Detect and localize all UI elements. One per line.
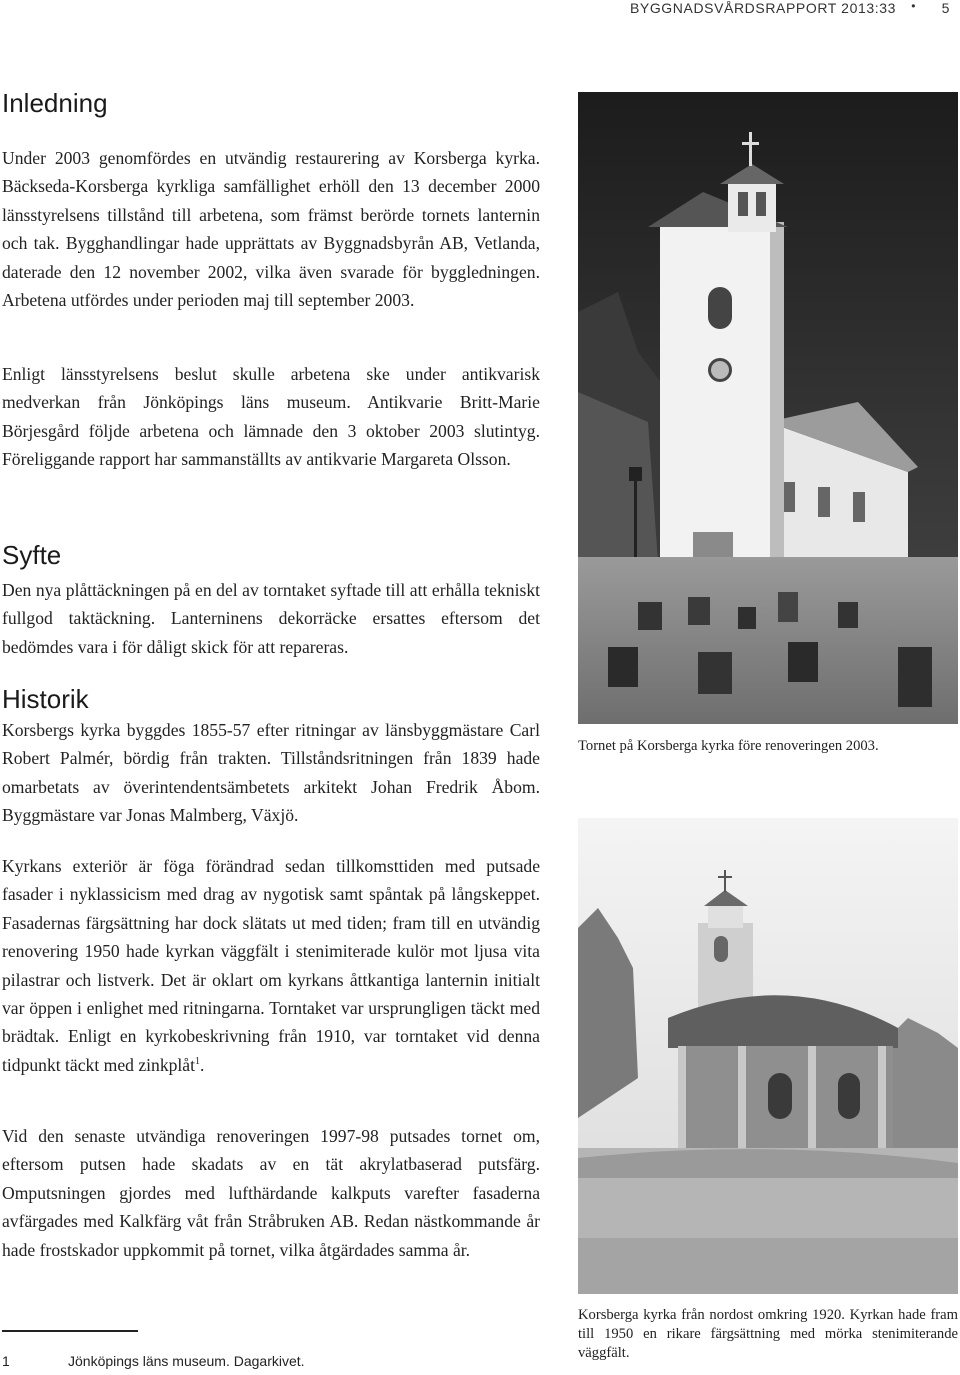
church-tower-photo <box>578 92 958 724</box>
footnote-text: Jönköpings läns museum. Dagarkivet. <box>68 1353 305 1369</box>
figure-2-caption: Korsberga kyrka från nordost omkring 1920. Kyrkan hade fram till 1950 en rikare färgsättning med mörka stenimiterande väggfält. <box>578 1307 958 1361</box>
historik-paragraph-2 <box>2 852 540 1079</box>
church-northeast-photo <box>578 818 958 1294</box>
historik-paragraph-2-end: . <box>200 1054 205 1075</box>
inledning-paragraph-2: Enligt länsstyrelsens beslut skulle arbetena ske under antikvarisk medverkan från Jönköpings läns museum. Antikvarie Britt-Marie Börjesgård följde arbetena och lämnade den 3 oktober 2003 slutintyg. Föreliggande rapport har sammanställts av antikvarie Margareta Olsson. <box>2 364 540 470</box>
syfte-paragraph-1: Den nya plåttäckningen på en del av torntaket syftade till att erhålla tekniskt fullgod taktäckning. Lanterninens dekorräcke ersattes eftersom det bedömdes vara i för dåligt skick för att repareras. <box>2 580 540 657</box>
inledning-paragraph-1: Under 2003 genomfördes en utvändig restaurering av Korsberga kyrka. Bäckseda-Korsberga kyrkliga samfällighet erhöll den 13 december 2000 länsstyrelsens tillstånd till arbetena, som främst berörde tornets lanternin och tak. Bygghandlingar hade upprättats av Byggnadsbyrån AB, Vetlanda, daterade den 12 november 2002, vilka även svarade för byggledningen. Arbetena utfördes under perioden maj till september 2003. <box>2 148 540 311</box>
page-number: 5 <box>941 0 950 16</box>
historik-paragraph-2-text: Kyrkans exteriör är föga förändrad sedan tillkomsttiden med putsade fasader i nyklassicism med drag av nygotisk samt spåntak på långskeppet. Fasadernas färgsättning har dock slätats ut med tiden; fram till en utvändig renovering 1950 hade kyrkan väggfält i stenimiterade kulör mot ljusa vita pilastrar och listverk. Det är oklart om kyrkans åttkantiga lanternin initialt var öppen i enlighet med ritningarna. Torntaket var ursprungligen täckt med brädtak. Enligt en kyrkobeskrivning från 1910, var torntaket vid denna tidpunkt täckt med zinkplåt <box>2 856 540 1075</box>
historik-paragraph-1: Korsbergs kyrka byggdes 1855-57 efter ritningar av länsbyggmästare Carl Robert Palmér, bördig från trakten. Tillståndsritningen från 1839 hade omarbetats av överintendentsämbetets arkitekt Johan Fredrik Åbom. Byggmästare var Jonas Malmberg, Växjö. <box>2 720 540 826</box>
report-title: BYGGNADSVÅRDSRAPPORT 2013:33 <box>629 0 896 16</box>
heading-inledning: Inledning <box>2 88 108 118</box>
header-separator: • <box>911 0 916 13</box>
footnote-rule <box>2 1330 138 1332</box>
footnote <box>2 1347 540 1375</box>
page-header <box>0 0 960 20</box>
figure-1-caption: Tornet på Korsberga kyrka före renoveringen 2003. <box>578 738 879 754</box>
footnote-reference: 1 <box>195 1055 200 1067</box>
heading-historik: Historik <box>2 684 89 714</box>
heading-syfte: Syfte <box>2 540 62 570</box>
footnote-number: 1 <box>2 1353 10 1369</box>
historik-paragraph-3: Vid den senaste utvändiga renoveringen 1997-98 putsades tornet om, eftersom putsen hade skadats av en tät akrylatbaserad putsfärg. Omputsningen gjordes med lufthärdande kalkputs varefter fasaderna avfärgades med Kalkfärg våt från Stråbruken AB. Redan nästkommande år hade frostskador uppkommit på tornet, vilka åtgärdades samma år. <box>2 1126 540 1260</box>
